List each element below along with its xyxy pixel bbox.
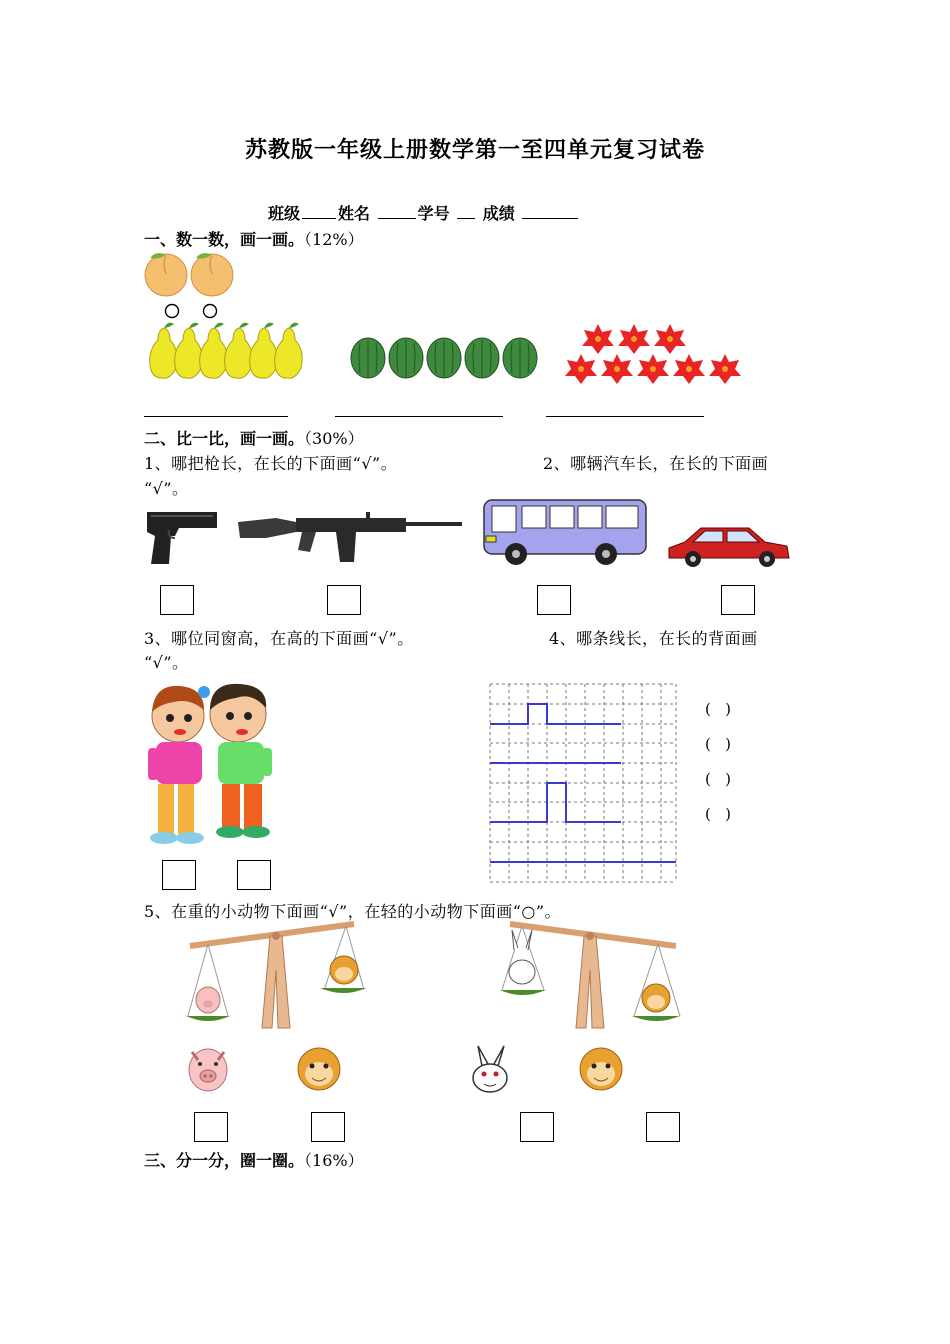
page-title: 苏教版一年级上册数学第一至四单元复习试卷 [244,138,705,163]
score-label: 成绩 [482,204,515,223]
number-blank[interactable] [457,204,475,219]
student-info-line [268,201,580,224]
question-1: 1、哪把枪长，在长的下面画“√”。 [144,454,398,473]
section1-heading: 一、数一数，画一画。（12%） [144,230,364,249]
monkey-icon [296,1046,342,1092]
rifle-image [236,508,464,566]
peach-icon [145,253,187,296]
peppers-image[interactable] [350,335,540,381]
rabbit-icon [509,930,535,984]
children-image [144,678,279,846]
car-image [665,522,793,570]
answer-paren-4[interactable]: ( ) [705,805,732,823]
answer-box-rabbit[interactable] [520,1112,554,1142]
flower-icon [582,324,614,354]
answer-line[interactable] [144,416,288,417]
pig-icon [186,1046,230,1094]
question-4: 4、哪条线长，在长的背面画 [549,629,758,648]
answer-box-pig[interactable] [194,1112,228,1142]
answer-box-bus[interactable] [537,585,571,615]
balance-scale-1 [184,920,366,1030]
flowers-image[interactable] [580,322,760,384]
example-circles [160,303,220,319]
rabbit-icon [468,1044,512,1094]
class-blank[interactable] [302,204,336,219]
monkey-icon [330,956,358,984]
balance-scale-2 [498,920,680,1030]
pears-image[interactable] [146,320,306,382]
score-blank[interactable] [522,204,578,219]
answer-box-girl[interactable] [162,860,196,890]
answer-box-monkey-1[interactable] [311,1112,345,1142]
line-grid [490,684,678,884]
answer-box-rifle[interactable] [327,585,361,615]
bus-image [482,496,648,568]
class-label: 班级 [268,204,301,223]
answer-box-pistol[interactable] [160,585,194,615]
question-3: 3、哪位同窗高，在高的下面画“√”。 [144,629,414,648]
pig-icon [196,987,220,1013]
line-a [490,704,621,724]
circle-icon [204,305,217,318]
pistol-image [145,508,220,566]
answer-paren-1[interactable]: ( ) [705,700,732,718]
name-blank[interactable] [378,204,416,219]
name-label: 姓名 [338,204,371,223]
pepper-icon [351,338,385,378]
peach-icon [191,253,233,296]
section3-heading: 三、分一分，圈一圈。（16%） [144,1151,364,1170]
answer-box-car[interactable] [721,585,755,615]
question-5: 5、在重的小动物下面画“√”，在轻的小动物下面画“○”。 [144,902,562,921]
monkey-icon [642,984,670,1012]
circle-icon [166,305,179,318]
answer-box-monkey-2[interactable] [646,1112,680,1142]
answer-paren-2[interactable]: ( ) [705,735,732,753]
question-2-cont: “√”。 [144,479,189,498]
monkey-icon [578,1046,624,1092]
boy-figure [210,684,272,838]
answer-box-boy[interactable] [237,860,271,890]
number-label: 学号 [417,204,450,223]
answer-line[interactable] [335,416,503,417]
pear-icon [150,323,177,379]
question-3-cont: “√”。 [144,653,189,672]
answer-paren-3[interactable]: ( ) [705,770,732,788]
girl-figure [148,686,210,844]
question-2: 2、哪辆汽车长，在长的下面画 [543,454,769,473]
peaches-image [142,250,244,300]
section2-heading: 二、比一比，画一画。（30%） [144,429,364,448]
answer-line[interactable] [546,416,704,417]
